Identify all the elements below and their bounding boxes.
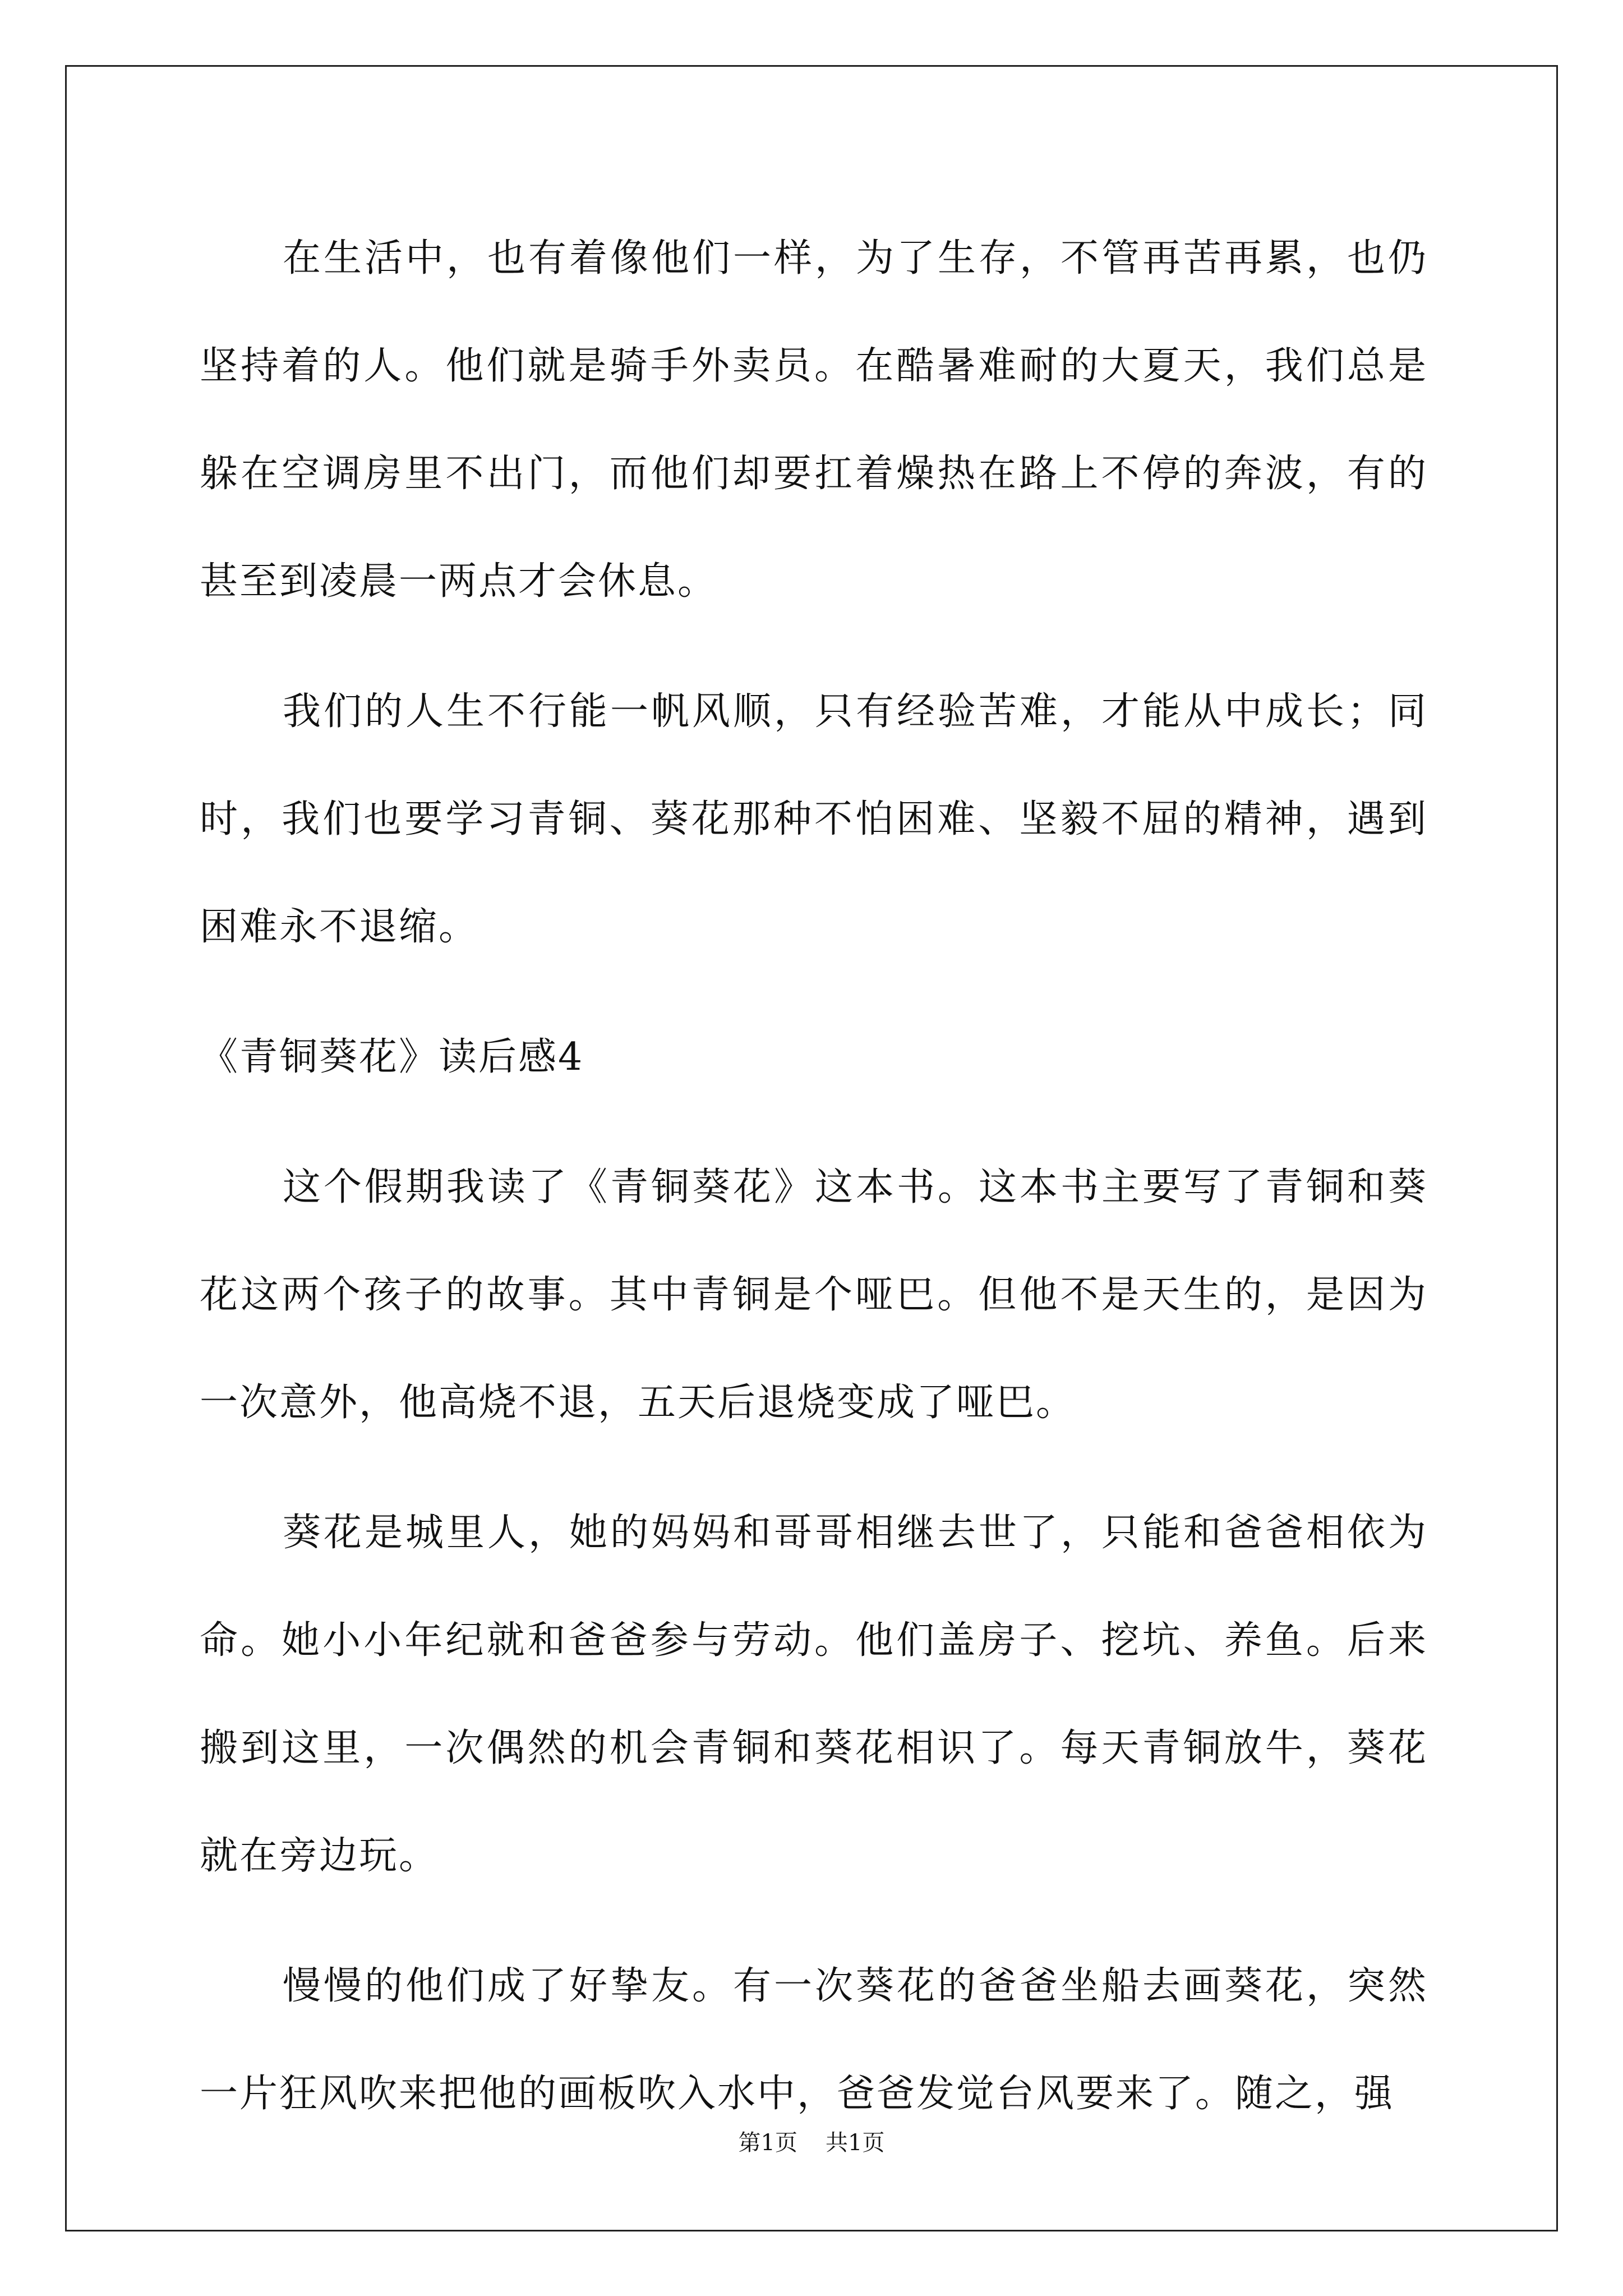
paragraph: 慢慢的他们成了好挚友。有一次葵花的爸爸坐船去画葵花，突然一片狂风吹来把他的画板吹入水中，爸爸发觉台风要来了。随之，强: [200, 1964, 1428, 2116]
total-pages: 共1页: [826, 2130, 885, 2156]
document-body: [200, 205, 1428, 2170]
page-footer: [0, 2126, 1623, 2160]
page-number: 第1页: [738, 2130, 797, 2156]
paragraph: 这个假期我读了《青铜葵花》这本书。这本书主要写了青铜和葵花这两个孩子的故事。其中青铜是个哑巴。但他不是天生的，是因为一次意外，他高烧不退，五天后退烧变成了哑巴。: [200, 1165, 1428, 1425]
paragraph: 在生活中，也有着像他们一样，为了生存，不管再苦再累，也仍坚持着的人。他们就是骑手外卖员。在酷暑难耐的大夏天，我们总是躲在空调房里不出门，而他们却要扛着燥热在路上不停的奔波，有的甚至到凌晨一两点才会休息。: [200, 236, 1428, 604]
paragraph: 我们的人生不行能一帆风顺，只有经验苦难，才能从中成长；同时，我们也要学习青铜、葵花那种不怕困难、坚毅不屈的精神，遇到困难永不退缩。: [200, 689, 1428, 949]
section-heading: 《青铜葵花》读后感4: [200, 1035, 584, 1079]
paragraph: 葵花是城里人，她的妈妈和哥哥相继去世了，只能和爸爸相依为命。她小小年纪就和爸爸参与劳动。他们盖房子、挖坑、养鱼。后来搬到这里，一次偶然的机会青铜和葵花相识了。每天青铜放牛，葵花就在旁边玩。: [200, 1511, 1428, 1878]
